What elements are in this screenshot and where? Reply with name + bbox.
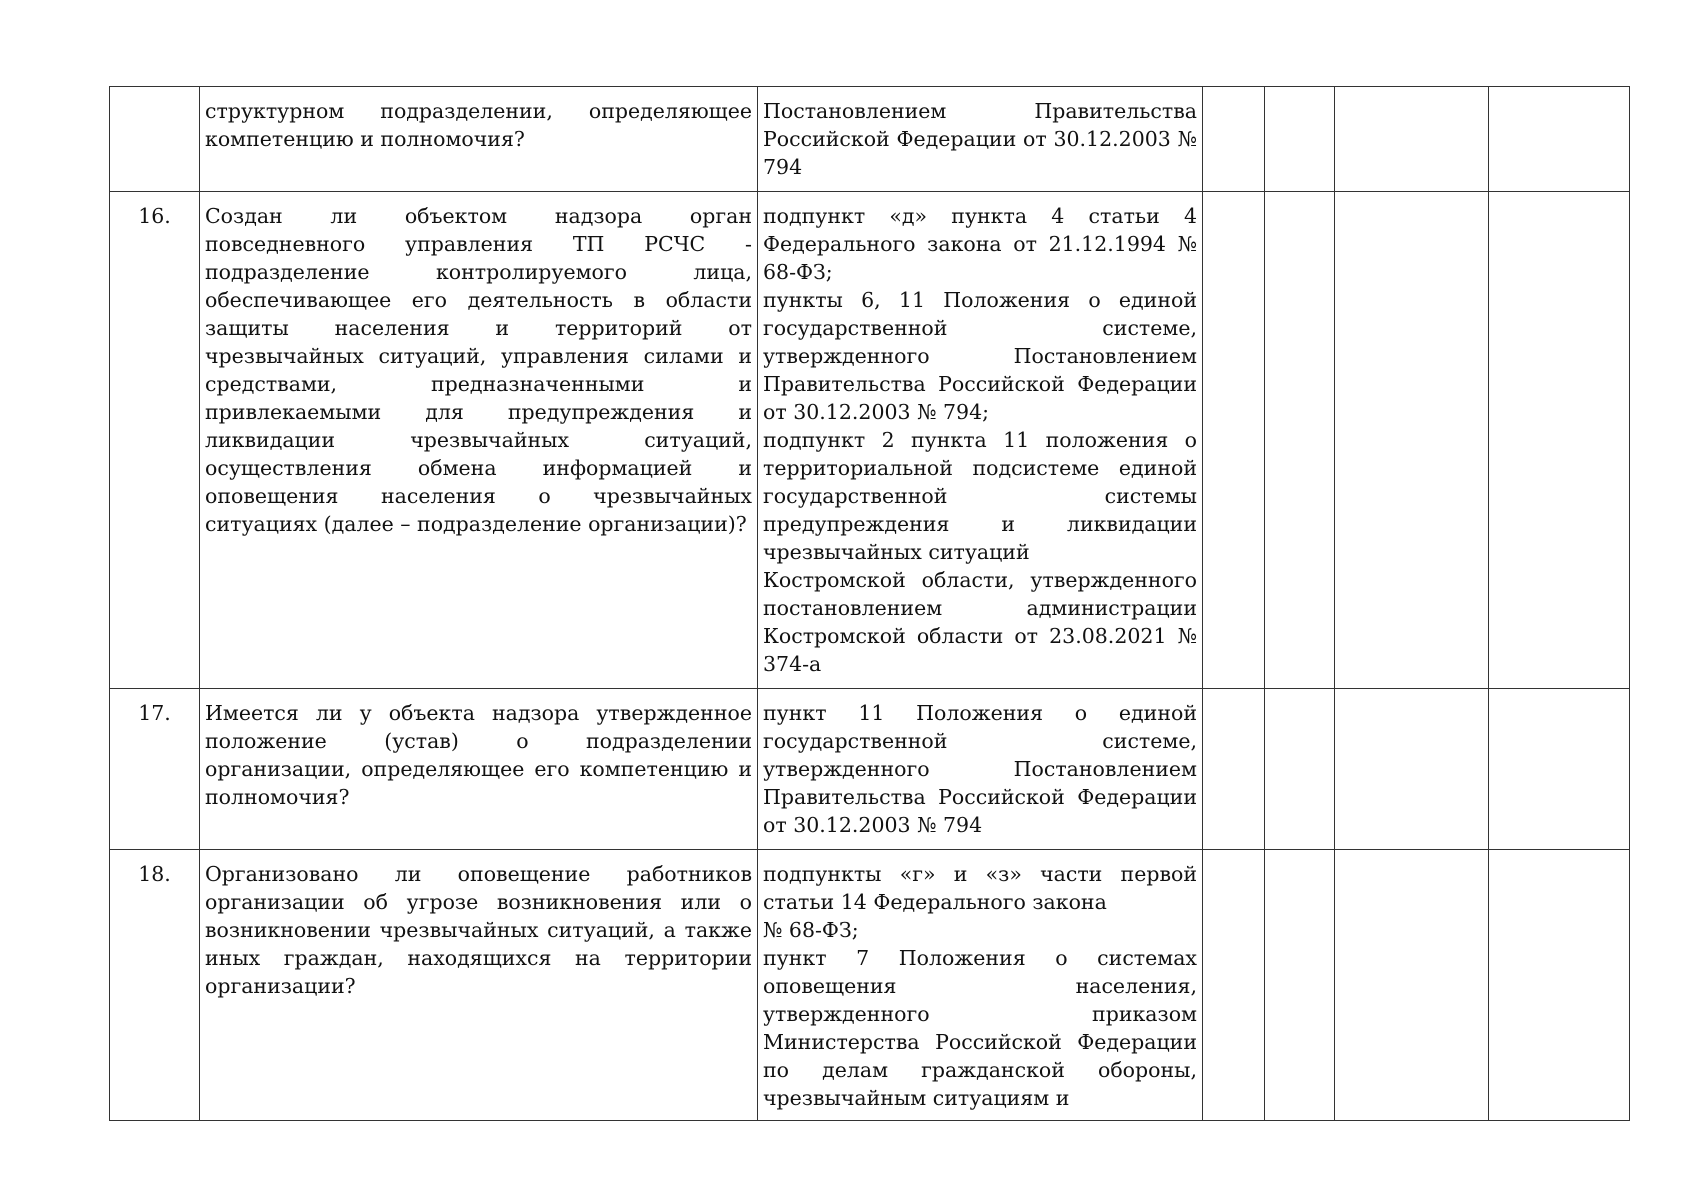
answer-yes-cell[interactable]: [1203, 850, 1265, 1121]
not-applicable-cell[interactable]: [1335, 689, 1489, 850]
legal-reference: № 68-ФЗ;: [763, 918, 859, 942]
question-text: Создан ли объектом надзора орган повседневного управления ТП РСЧС - подразделение контролируемого лица, обеспечивающее его деятельность в области защиты населения и территорий от чрезвычайных ситуаций, управления силами и средствами, предназначенными и привлекаемыми для предупреждения и ликвидации чрезвычайных ситуаций, осуществления обмена информацией и оповещения населения о чрезвычайных ситуациях (далее – подразделение организации)?: [205, 204, 752, 536]
legal-reference: Постановлением Правительства Российской Федерации от 30.12.2003 № 794: [763, 99, 1197, 179]
legal-reference: подпункт 2 пункта 11 положения о территориальной подсистеме единой государственной системы предупреждения и ликвидации чрезвычайных ситуаций: [763, 428, 1197, 564]
question-cell: [200, 192, 758, 689]
legal-reference: подпункт «д» пункта 4 статьи 4 Федерального закона от 21.12.1994 № 68-ФЗ;: [763, 204, 1197, 284]
row-number: 18.: [110, 850, 200, 1121]
answer-no-cell[interactable]: [1265, 192, 1335, 689]
question-cell: [200, 850, 758, 1121]
question-cell: [200, 689, 758, 850]
checklist-table: [109, 86, 1630, 1121]
row-number: [110, 87, 200, 192]
note-cell[interactable]: [1489, 87, 1630, 192]
answer-no-cell[interactable]: [1265, 689, 1335, 850]
legal-reference-cell: [758, 689, 1203, 850]
not-applicable-cell[interactable]: [1335, 87, 1489, 192]
row-number: 16.: [110, 192, 200, 689]
table-row: [110, 850, 1630, 1121]
note-cell[interactable]: [1489, 689, 1630, 850]
question-text: структурном подразделении, определяющее компетенцию и полномочия?: [205, 99, 752, 151]
row-number: 17.: [110, 689, 200, 850]
table-row: [110, 192, 1630, 689]
legal-reference: пункты 6, 11 Положения о единой государственной системе, утвержденного Постановлением Правительства Российской Федерации от 30.12.2003 № 794;: [763, 288, 1197, 424]
question-text: Имеется ли у объекта надзора утвержденное положение (устав) о подразделении организации, определяющее его компетенцию и полномочия?: [205, 701, 752, 809]
answer-yes-cell[interactable]: [1203, 87, 1265, 192]
table-row: [110, 689, 1630, 850]
answer-no-cell[interactable]: [1265, 850, 1335, 1121]
legal-reference: пункт 7 Положения о системах оповещения населения, утвержденного приказом Министерства Российской Федерации по делам гражданской обороны, чрезвычайным ситуациям и: [763, 946, 1197, 1110]
answer-yes-cell[interactable]: [1203, 689, 1265, 850]
legal-reference: Костромской области, утвержденного постановлением администрации Костромской области от 23.08.2021 № 374-а: [763, 568, 1197, 676]
legal-reference-cell: [758, 192, 1203, 689]
note-cell[interactable]: [1489, 850, 1630, 1121]
note-cell[interactable]: [1489, 192, 1630, 689]
question-text: Организовано ли оповещение работников организации об угрозе возникновения или о возникновении чрезвычайных ситуаций, а также иных граждан, находящихся на территории организации?: [205, 862, 752, 998]
legal-reference-cell: [758, 87, 1203, 192]
answer-yes-cell[interactable]: [1203, 192, 1265, 689]
table-row: [110, 87, 1630, 192]
legal-reference-cell: [758, 850, 1203, 1121]
answer-no-cell[interactable]: [1265, 87, 1335, 192]
not-applicable-cell[interactable]: [1335, 850, 1489, 1121]
legal-reference: пункт 11 Положения о единой государственной системе, утвержденного Постановлением Правительства Российской Федерации от 30.12.2003 № 794: [763, 701, 1197, 837]
not-applicable-cell[interactable]: [1335, 192, 1489, 689]
question-cell: [200, 87, 758, 192]
legal-reference: подпункты «г» и «з» части первой статьи 14 Федерального закона: [763, 862, 1197, 914]
